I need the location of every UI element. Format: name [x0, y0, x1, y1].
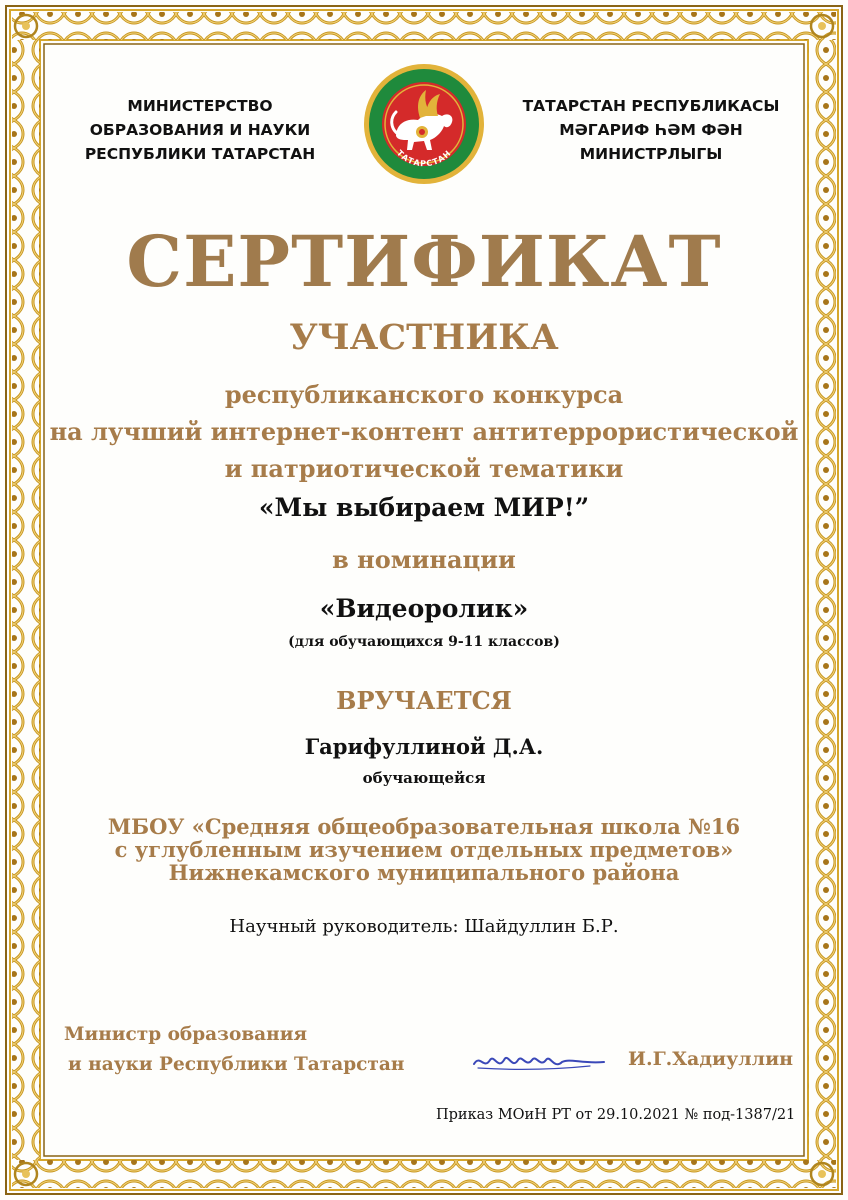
school-line-2: с углубленным изучением отдельных предметов» [114, 837, 734, 862]
awarded-label: ВРУЧАЕТСЯ [336, 686, 512, 715]
certificate-subtitle: УЧАСТНИКА [289, 317, 559, 358]
school-line-3: Нижнекамского муниципального района [168, 860, 680, 885]
certificate-title: СЕРТИФИКАТ [126, 220, 722, 303]
order-reference: Приказ МОиН РТ от 29.10.2021 № под-1387/21 [436, 1107, 796, 1123]
contest-description [0, 376, 848, 487]
emblem-text: ТАТАРСТАН [394, 148, 454, 169]
nomination-note: (для обучающихся 9-11 классов) [288, 634, 560, 650]
ministry-tt-line-3: МИНИСТРЛЫГЫ [579, 145, 723, 163]
contest-line-2: на лучший интернет-контент антитеррористической [49, 417, 799, 446]
minister-title [64, 1020, 404, 1080]
minister-name: И.Г.Хадиуллин [628, 1048, 794, 1070]
minister-line-2: и науки Республики Татарстан [68, 1054, 405, 1075]
nomination-label: в номинации [332, 545, 516, 574]
ministry-tt-line-1: ТАТАРСТАН РЕСПУБЛИКАСЫ [522, 97, 780, 115]
ministry-tt-line-2: МӘГАРИФ ҺӘМ ФӘН [559, 121, 743, 139]
ministry-name-russian [70, 94, 330, 166]
school-name [0, 815, 848, 884]
ministry-ru-line-2: ОБРАЗОВАНИЯ И НАУКИ [89, 121, 311, 139]
school-line-1: МБОУ «Средняя общеобразовательная школа №16 [107, 814, 741, 839]
contest-line-3: и патриотической тематики [224, 454, 624, 483]
nomination-title: «Видеоролик» [319, 594, 529, 623]
signature-icon [470, 1040, 610, 1080]
ministry-ru-line-3: РЕСПУБЛИКИ ТАТАРСТАН [84, 145, 316, 163]
scientific-advisor: Научный руководитель: Шайдуллин Б.Р. [229, 916, 619, 937]
contest-line-1: республиканского конкурса [224, 380, 624, 409]
tatarstan-emblem-icon [362, 62, 486, 186]
minister-line-1: Министр образования [64, 1024, 308, 1045]
contest-motto: «Мы выбираем МИР!” [258, 493, 590, 522]
ministry-ru-line-1: МИНИСТЕРСТВО [127, 97, 273, 115]
ministry-name-tatar [516, 94, 786, 166]
recipient-name: Гарифуллиной Д.А. [304, 734, 544, 759]
recipient-role: обучающейся [362, 769, 486, 787]
